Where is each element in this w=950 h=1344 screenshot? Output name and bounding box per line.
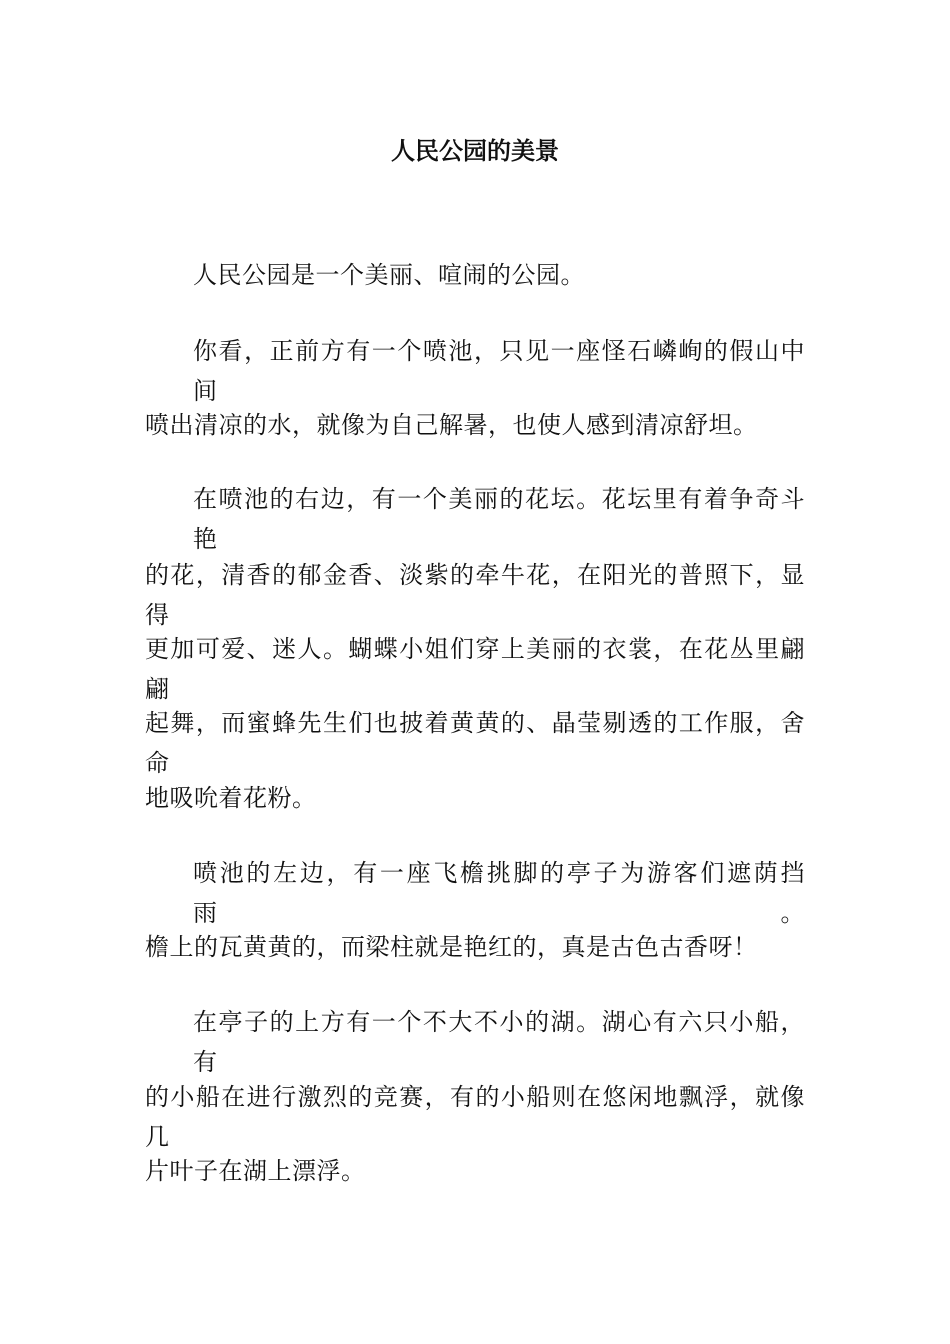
paragraph-2-line-2: 喷出清凉的水，就像为自己解暑，也使人感到清凉舒坦。 (145, 411, 758, 439)
paragraph-5-line-3: 片叶子在湖上漂浮。 (145, 1157, 366, 1185)
paragraph-4-line-2: 檐上的瓦黄黄的，而梁柱就是艳红的，真是古色古香呀！ (145, 933, 758, 961)
document-title: 人民公园的美景 (391, 136, 559, 165)
paragraph-3-line-3: 更加可爱、迷人。蝴蝶小姐们穿上美丽的衣裳，在花丛里翩翩 (145, 635, 805, 703)
paragraph-3-line-4: 起舞，而蜜蜂先生们也披着黄黄的、晶莹剔透的工作服，舍命 (145, 709, 805, 777)
paragraph-3-line-1: 在喷池的右边，有一个美丽的花坛。花坛里有着争奇斗艳 (193, 485, 805, 553)
paragraph-3-line-5: 地吸吮着花粉。 (145, 784, 317, 812)
paragraph-3-line-2: 的花，清香的郁金香、淡紫的牵牛花，在阳光的普照下，显得 (145, 561, 805, 629)
paragraph-2-line-1: 你看，正前方有一个喷池，只见一座怪石嶙峋的假山中间 (193, 337, 805, 405)
paragraph-1-line-1: 人民公园是一个美丽、喧闹的公园。 (193, 261, 585, 289)
paragraph-5-line-1: 在亭子的上方有一个不大不小的湖。湖心有六只小船，有 (193, 1008, 805, 1076)
paragraph-5-line-2: 的小船在进行激烈的竞赛，有的小船则在悠闲地飘浮，就像几 (145, 1083, 805, 1151)
paragraph-4-line-1: 喷池的左边，有一座飞檐挑脚的亭子为游客们遮荫挡雨。 (193, 859, 805, 927)
